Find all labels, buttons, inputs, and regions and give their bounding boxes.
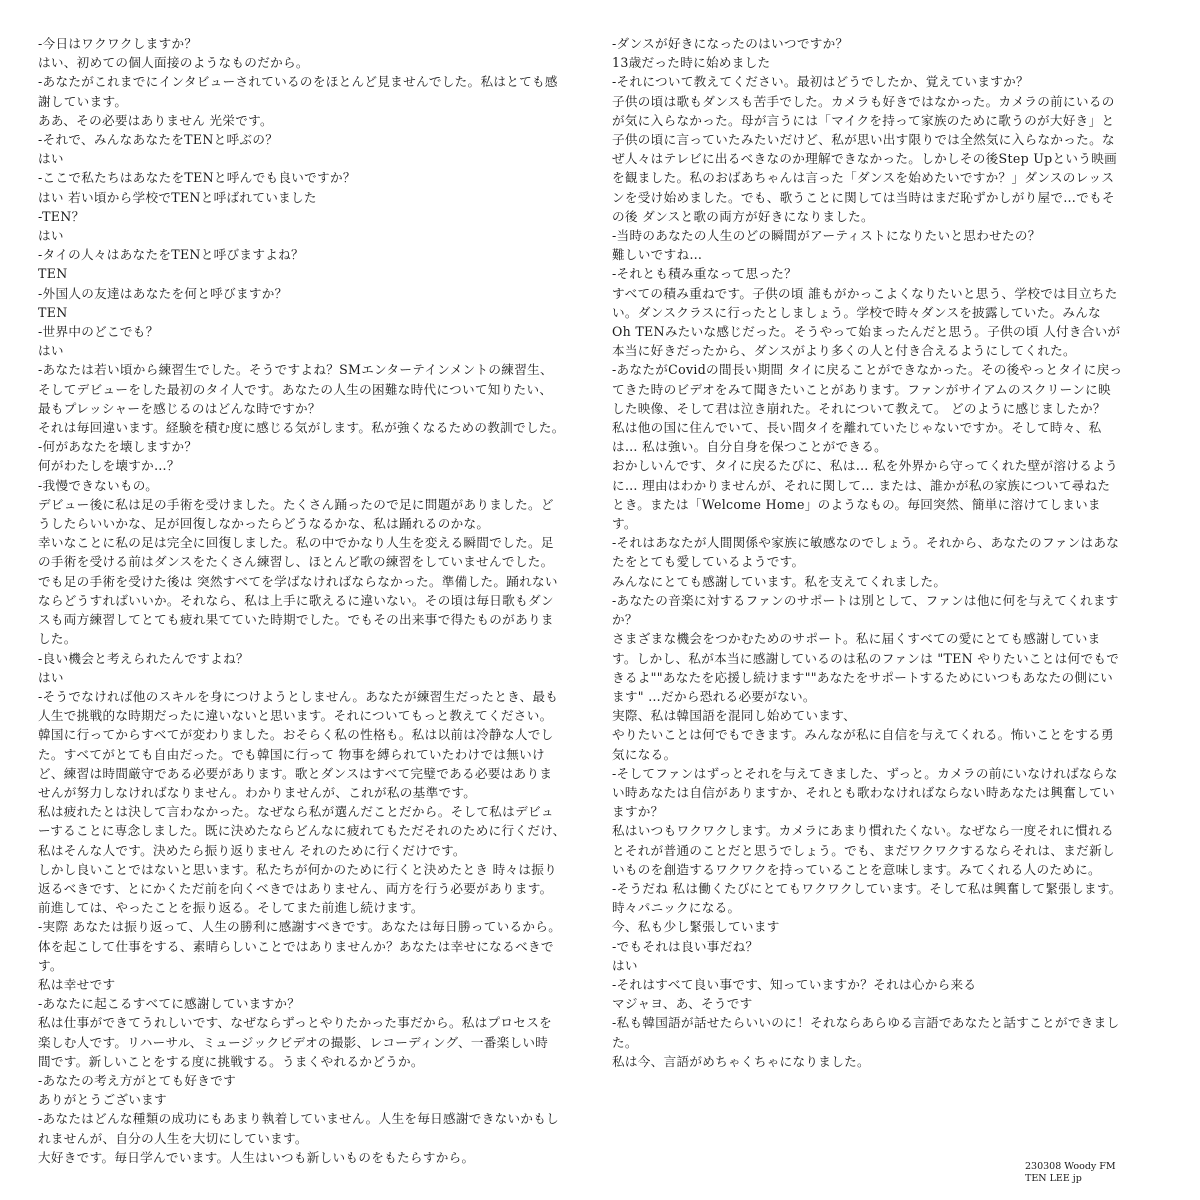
text-line: -あなたに起こるすべてに感謝していますか？ — [38, 996, 301, 1012]
text-line: -あなたの音楽に対するファンのサポートは別として、ファンは他に何を与えてくれます — [612, 592, 1119, 608]
text-line: が気に入らなかった。母が言うには「マイクを持って家族のために歌うのが大好き」と — [612, 112, 1115, 128]
text-line: -でもそれは良い事だね？ — [612, 938, 759, 954]
text-line: か？ — [612, 612, 638, 628]
text-line: たをとても愛しているようです。 — [612, 554, 805, 570]
text-line: 難しいですね… — [612, 247, 703, 263]
text-line: せんが努力しなければなりません。わかりませんが、これが私の基準です。 — [38, 784, 477, 800]
text-line: た。すべてがとても自由だった。でも韓国に行って 物事を縛られていたわけでは無いけ — [38, 746, 545, 762]
text-line: -我慢できないもの。 — [38, 477, 159, 493]
text-line: に… 理由はわかりませんが、それに関して… または、誰かが私の家族について尋ねた — [612, 477, 1111, 493]
text-line: 私は幸せです — [38, 976, 116, 992]
text-line: -今日はワクワクしますか？ — [38, 36, 198, 51]
text-line: 最もプレッシャーを感じるのはどんな時ですか？ — [38, 400, 321, 416]
credit-source: 230308 Woody FM — [1025, 1161, 1116, 1172]
text-line: TEN — [38, 266, 68, 282]
text-line: とき。または「Welcome Home」のようなもの。毎回突然、簡単に溶けてしまいま — [612, 496, 1101, 512]
text-line: -外国人の友達はあなたを何と呼びますか？ — [38, 285, 288, 301]
text-line: 体を起こして仕事をする、素晴らしいことではありませんか？あなたは幸せになるべきで — [38, 938, 554, 954]
text-line: はい — [38, 669, 64, 685]
text-line: きるよ""あなたを応援し続けます""あなたをサポートするためにいつもあなたの側にい — [612, 669, 1114, 685]
text-line: 間です。新しいことをする度に挑戦する。うまくやれるかどうか。 — [38, 1053, 424, 1069]
text-line: 前進しては、やったことを振り返る。そしてまた前進し続けます。 — [38, 900, 424, 916]
text-line: た。 — [612, 1034, 638, 1050]
text-line: 韓国に行ってからすべてが変わりました。おそらく私の性格も。私は以前は冷静な人でし — [38, 727, 554, 743]
text-line: 子供の頃に言っていたみたいだけど、私が思い出す限りでは全然気に入らなかった。な — [612, 132, 1115, 148]
text-line: 謝しています。 — [38, 93, 128, 109]
text-line: 私はそんな人です。決めたら振り返りません それのために行くだけです。 — [38, 842, 466, 858]
text-line: 私は他の国に住んでいて、長い間タイを離れていたじゃないですか。そして時々、私 — [612, 420, 1102, 436]
text-line: -あなたの考え方がとても好きです — [38, 1072, 236, 1088]
text-line: -ここで私たちはあなたをTENと呼んでも良いですか？ — [38, 170, 356, 186]
text-line: いものを創造するワクワクを持っていることを意味します。みてくれる人のために。 — [612, 861, 1101, 877]
text-line: とそれが普通のことだと思うでしょう。でも、まだワクワクするならそれは、まだ新し — [612, 842, 1115, 858]
text-line: ます" …だから恐れる必要がない。 — [612, 688, 816, 704]
text-line: した。 — [38, 631, 77, 647]
text-line: 今、私も少し緊張しています — [612, 919, 780, 935]
text-line: は… 私は強い。自分自身を保つことができる。 — [612, 439, 888, 455]
text-line: 時々パニックになる。 — [612, 900, 741, 916]
text-line: そしてデビューをした最初のタイ人です。あなたの人生の困難な時代について知りたい、 — [38, 381, 553, 397]
text-line: -あなたがCovidの間長い期間 タイに戻ることができなかった。その後やっとタイに戻っ — [612, 362, 1123, 378]
text-line: れませんが、自分の人生を大切にしています。 — [38, 1130, 308, 1146]
text-line: やりたいことは何でもできます。みんなが私に自信を与えてくれる。怖いことをする勇 — [612, 727, 1114, 743]
text-line: マジャヨ、あ、そうです — [612, 996, 753, 1012]
left-text-column — [38, 34, 570, 1167]
text-line: 私は疲れたとは決して言わなかった。なぜなら私が選んだことだから。そして私はデビュ — [38, 804, 554, 820]
text-line: はい — [38, 151, 64, 167]
text-line: ありがとうございます — [38, 1092, 167, 1108]
text-line: ンを受け始めました。でも、歌うことに関しては当時はまだ恥ずかしがり屋で…でもそ — [612, 189, 1115, 205]
text-line: でも足の手術を受けた後は 突然すべてを学ばなければならなかった。準備した。踊れない — [38, 573, 558, 589]
text-line: -TEN？ — [38, 208, 85, 224]
text-line: -当時のあなたの人生のどの瞬間がアーティストになりたいと思わせたの？ — [612, 228, 1041, 244]
text-line: -タイの人々はあなたをTENと呼びますよね？ — [38, 247, 304, 263]
text-line: はい 若い頃から学校でTENと呼ばれていました — [38, 189, 317, 205]
text-line: おかしいんです、タイに戻るたびに、私は… 私を外界から守ってくれた壁が溶けるよう — [612, 458, 1118, 474]
text-line: はい、初めての個人面接のようなものだから。 — [38, 55, 309, 71]
text-line: した映像、そして君は泣き崩れた。それについて教えて。 どのように感じましたか？ — [612, 400, 1106, 416]
text-line: 返るべきです、とにかくただ前を向くべきではありません、両方を行う必要があります。 — [38, 880, 553, 896]
text-line: -私も韓国語が話せたらいいのに！それならあらゆる言語であなたと話すことができまし — [612, 1015, 1120, 1031]
text-line: 13歳だった時に始めました — [612, 55, 771, 71]
text-line: -世界中のどこでも？ — [38, 324, 159, 340]
text-line: -そうだね 私は働くたびにとてもワクワクしています。そして私は興奮して緊張します。 — [612, 880, 1122, 896]
text-line: しかし良いことではないと思います。私たちが何かのために行くと決めたとき 時々は振り — [38, 861, 558, 877]
text-line: スも両方練習してとても疲れ果てていた時期でした。でもその出来事で得たものがありま — [38, 612, 554, 628]
text-line: ど、練習は時間厳守である必要があります。歌とダンスはすべて完璧である必要はありま — [38, 765, 553, 781]
text-line: い時あなたは自信がありますか、それとも歌わなければならない時あなたは興奮してい — [612, 784, 1115, 800]
text-line: -それはすべて良い事です、知っていますか？それは心から来る — [612, 976, 977, 992]
text-line: い。ダンスクラスに行ったとしましょう。学校で時々ダンスを披露していた。みんな — [612, 304, 1102, 320]
text-line: 本当に好きだったから、ダンスがより多くの人と付き合えるようにしてくれた。 — [612, 343, 1076, 359]
text-line: を観ました。私のおばあちゃんは言った「ダンスを始めたいですか？」ダンスのレッス — [612, 170, 1115, 186]
text-line: の手術を受ける前はダンスをたくさん練習し、ほとんど歌の練習をしていませんでした。 — [38, 554, 554, 570]
credit-footer — [1025, 1161, 1116, 1185]
text-line: 大好きです。毎日学んでいます。人生はいつも新しいものをもたらすから。 — [38, 1149, 475, 1165]
text-line: ああ、その必要はありません 光栄です。 — [38, 112, 273, 128]
text-line: -ダンスが好きになったのはいつですか？ — [612, 36, 849, 51]
text-line: -それで、みんなあなたをTENと呼ぶの？ — [38, 132, 279, 148]
text-line: TEN — [38, 304, 68, 320]
text-line: -そうでなければ他のスキルを身につけようとしません。あなたが練習生だったとき、最も — [38, 688, 559, 704]
text-line: すべての積み重ねです。子供の頃 誰もがかっこよくなりたいと思う、学校では目立ちた — [612, 285, 1118, 301]
text-line: -良い機会と考えられたんですよね？ — [38, 650, 249, 666]
credit-translator: TEN LEE jp — [1025, 1173, 1082, 1184]
text-line: 楽しむ人です。リハーサル、ミュージックビデオの撮影、レコーディング、一番楽しい時 — [38, 1034, 549, 1050]
text-line: 何がわたしを壊すか…？ — [38, 458, 180, 474]
text-line: さまざまな機会をつかむためのサポート。私に届くすべての愛にとても感謝していま — [612, 631, 1101, 647]
text-line: それは毎回違います。経験を積む度に感じる気がします。私が強くなるための教訓でした。 — [38, 420, 565, 436]
text-line: ますか？ — [612, 804, 664, 820]
text-line: 実際、私は韓国語を混同し始めています、 — [612, 708, 856, 724]
text-line: Oh TENみたいな感じだった。そうやって始まったんだと思う。子供の頃 人付き合いが — [612, 324, 1121, 340]
text-line: 私はいつもワクワクします。カメラにあまり慣れたくない。なぜなら一度それに慣れる — [612, 823, 1114, 839]
text-line: 幸いなことに私の足は完全に回復しました。私の中でかなり人生を変える瞬間でした。足 — [38, 535, 554, 551]
text-line: 気になる。 — [612, 746, 677, 762]
text-line: 人生で挑戦的な時期だったに違いないと思います。それについてもっと教えてください。 — [38, 708, 553, 724]
text-line: す。しかし、私が本当に感謝しているのは私のファンは "TEN やりたいことは何でもで — [612, 650, 1120, 666]
text-line: す。 — [612, 516, 637, 532]
text-line: デビュー後に私は足の手術を受けました。たくさん踊ったので足に問題がありました。ど — [38, 496, 554, 512]
text-line: -あなたはどんな種類の成功にもあまり執着していません。人生を毎日感謝できないかもし — [38, 1111, 560, 1127]
text-line: ならどうすればいいか。それなら、私は上手に歌えるに違いない。その頃は毎日歌もダン — [38, 592, 554, 608]
text-line: ぜ人々はテレビに出るべきなのか理解できなかった。しかしその後Step Upという映画 — [612, 151, 1118, 167]
text-line: 私は今、言語がめちゃくちゃになりました。 — [612, 1053, 870, 1069]
text-line: -実際 あなたは振り返って、人生の勝利に感謝すべきです。あなたは毎日勝っているから。 — [38, 919, 562, 935]
right-text-column — [612, 34, 1168, 1071]
text-line: す。 — [38, 957, 63, 973]
text-line: -それについて教えてください。最初はどうでしたか、覚えていますか？ — [612, 74, 1029, 90]
text-line: はい — [612, 957, 638, 973]
text-line: みんなにとても感謝しています。私を支えてくれました。 — [612, 573, 947, 589]
text-line: ーすることに専念しました。既に決めたならどんなに疲れてもただそれのために行くだけ、 — [38, 823, 566, 839]
text-line: -あなたは若い頃から練習生でした。そうですよね？SMエンターテインメントの練習生、 — [38, 362, 553, 378]
text-line: てきた時のビデオをみて聞きたいことがあります。ファンがサイアムのスクリーンに映 — [612, 381, 1111, 397]
text-line: の後 ダンスと歌の両方が好きになりました。 — [612, 208, 874, 224]
text-line: -そしてファンはずっとそれを与えてきました、ずっと。カメラの前にいなければならな — [612, 765, 1118, 781]
text-line: はい — [38, 228, 64, 244]
text-line: はい — [38, 343, 64, 359]
text-line: 私は仕事ができてうれしいです、なぜならずっとやりたかった事だから。私はプロセスを — [38, 1015, 552, 1031]
text-line: -あなたがこれまでにインタビューされているのをほとんど見ませんでした。私はとても感 — [38, 74, 558, 90]
text-line: -それはあなたが人間関係や家族に敏感なのでしょう。それから、あなたのファンはあな — [612, 535, 1120, 551]
text-line: 子供の頃は歌もダンスも苦手でした。カメラも好きではなかった。カメラの前にいるの — [612, 93, 1115, 109]
text-line: -それとも積み重なって思った？ — [612, 266, 798, 282]
text-line: うしたらいいかな、足が回復しなかったらどうなるかな、私は踊れるのかな。 — [38, 516, 490, 532]
text-line: -何があなたを壊しますか？ — [38, 439, 198, 455]
